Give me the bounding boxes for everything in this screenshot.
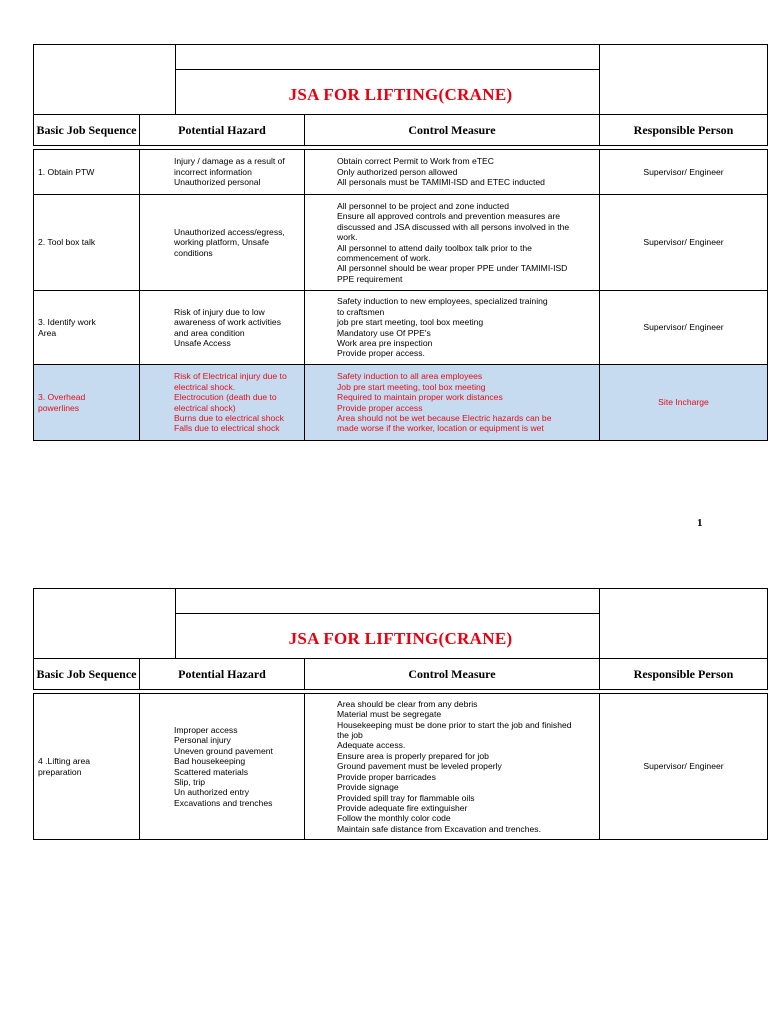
hazard-item: Unauthorized access/egress, xyxy=(174,226,285,237)
col-potential-hazard: Potential Hazard xyxy=(140,115,305,145)
hazard-item: Risk of Electrical injury due to xyxy=(174,371,287,382)
table-row xyxy=(34,150,767,195)
table-header-band xyxy=(33,588,768,658)
table-row xyxy=(34,195,767,291)
col-potential-hazard: Potential Hazard xyxy=(140,659,305,689)
control-measure-list xyxy=(305,150,600,194)
control-measure-item: Provide proper access. xyxy=(337,348,425,359)
hazard-item: Bad housekeeping xyxy=(174,756,246,767)
hazard-item: conditions xyxy=(174,247,213,258)
control-measure-item: Ensure all approved controls and prevention measures are xyxy=(337,211,561,222)
control-measure-item: the job xyxy=(337,730,363,741)
control-measure-item: PPE requirement xyxy=(337,273,403,284)
table-row xyxy=(34,291,767,365)
col-control-measure: Control Measure xyxy=(305,115,600,145)
job-step: 1. Obtain PTW xyxy=(34,150,140,194)
column-headings xyxy=(33,658,768,690)
hazard-item: electrical shock) xyxy=(174,402,236,413)
hazard-item: Injury / damage as a result of xyxy=(174,156,285,167)
hazard-item: Falls due to electrical shock xyxy=(174,423,280,434)
control-measure-item: Adequate access. xyxy=(337,740,406,751)
hazard-item: Un authorized entry xyxy=(174,787,249,798)
jsa-title: JSA FOR LIFTING(CRANE) xyxy=(288,629,513,648)
responsible-person: Supervisor/ Engineer xyxy=(643,237,724,248)
hazard-item: electrical shock. xyxy=(174,381,236,392)
table-rows xyxy=(33,693,768,840)
table-rows xyxy=(33,149,768,441)
control-measure-item: Provide adequate fire extinguisher xyxy=(337,802,468,813)
col-basic-job-sequence: Basic Job Sequence xyxy=(34,115,140,145)
control-measure-item: to craftsmen xyxy=(337,306,385,317)
hazard-item: and area condition xyxy=(174,327,245,338)
col-responsible-person: Responsible Person xyxy=(633,666,734,681)
control-measure-item: Maintain safe distance from Excavation and trenches. xyxy=(337,823,541,834)
hazard-item: Electrocution (death due to xyxy=(174,392,277,403)
control-measure-item: Safety induction to all area employees xyxy=(337,371,483,382)
control-measure-item: Only authorized person allowed xyxy=(337,166,458,177)
hazard-list xyxy=(140,365,305,440)
jsa-title: JSA FOR LIFTING(CRANE) xyxy=(288,85,513,104)
col-responsible-person: Responsible Person xyxy=(633,122,734,137)
control-measure-item: Obtain correct Permit to Work from eTEC xyxy=(337,156,494,167)
control-measure-item: Provide proper barricades xyxy=(337,771,436,782)
responsible-person: Supervisor/ Engineer xyxy=(643,166,724,177)
control-measure-item: work. xyxy=(337,232,358,243)
control-measure-item: Provided spill tray for flammable oils xyxy=(337,792,475,803)
control-measure-item: Ground pavement must be leveled properly xyxy=(337,761,502,772)
control-measure-item: Job pre start meeting, tool box meeting xyxy=(337,381,486,392)
responsible-person: Supervisor/ Engineer xyxy=(643,761,724,772)
hazard-list xyxy=(140,694,305,839)
jsa-table-1 xyxy=(33,44,768,441)
hazard-item: Uneven ground pavement xyxy=(174,745,273,756)
control-measure-item: Mandatory use Of PPE's xyxy=(337,327,431,338)
hazard-list xyxy=(140,195,305,290)
control-measure-item: Provide signage xyxy=(337,782,399,793)
job-step: 2. Tool box talk xyxy=(34,195,140,290)
control-measure-item: All personals must be TAMIMI-ISD and ETEC inducted xyxy=(337,177,545,188)
hazard-item: Excavations and trenches xyxy=(174,797,273,808)
control-measure-item: Work area pre inspection xyxy=(337,337,433,348)
hazard-list xyxy=(140,291,305,364)
control-measure-item: Follow the monthly color code xyxy=(337,813,451,824)
responsible-person: Site Incharge xyxy=(658,397,709,408)
hazard-item: Personal injury xyxy=(174,735,231,746)
hazard-item: Unsafe Access xyxy=(174,337,231,348)
hazard-item: Burns due to electrical shock xyxy=(174,412,284,423)
hazard-item: incorrect information xyxy=(174,166,252,177)
col-basic-job-sequence: Basic Job Sequence xyxy=(34,659,140,689)
column-headings xyxy=(33,114,768,146)
hazard-item: awareness of work activities xyxy=(174,317,281,328)
hazard-item: working platform, Unsafe xyxy=(174,237,270,248)
page-number: 1 xyxy=(697,517,703,529)
table-row xyxy=(34,365,767,440)
control-measure-item: Safety induction to new employees, specialized training xyxy=(337,296,548,307)
hazard-item: Slip, trip xyxy=(174,776,206,787)
control-measure-item: commencement of work. xyxy=(337,252,431,263)
control-measure-item: All personnel to attend daily toolbox talk prior to the xyxy=(337,242,532,253)
control-measure-item: All personnel should be wear proper PPE under TAMIMI-ISD xyxy=(337,263,568,274)
col-control-measure: Control Measure xyxy=(305,659,600,689)
table-header-band xyxy=(33,44,768,114)
control-measure-item: All personnel to be project and zone inducted xyxy=(337,200,509,211)
control-measure-item: Housekeeping must be done prior to start the job and finished xyxy=(337,719,572,730)
hazard-item: Risk of injury due to low xyxy=(174,306,265,317)
control-measure-list xyxy=(305,365,600,440)
control-measure-item: Ensure area is properly prepared for job xyxy=(337,750,489,761)
jsa-table-2 xyxy=(33,588,768,840)
control-measure-list xyxy=(305,195,600,290)
control-measure-item: discussed and JSA discussed with all persons involved in the xyxy=(337,221,570,232)
hazard-item: Improper access xyxy=(174,724,238,735)
control-measure-item: Provide proper access xyxy=(337,402,423,413)
hazard-item: Unauthorized personal xyxy=(174,177,261,188)
control-measure-item: Material must be segregate xyxy=(337,709,442,720)
responsible-person: Supervisor/ Engineer xyxy=(643,322,724,333)
job-step: 4 .Lifting area preparation xyxy=(34,694,140,839)
control-measure-list xyxy=(305,291,600,364)
control-measure-item: Area should be clear from any debris xyxy=(337,698,478,709)
control-measure-item: job pre start meeting, tool box meeting xyxy=(337,317,484,328)
table-row xyxy=(34,694,767,839)
control-measure-item: Required to maintain proper work distances xyxy=(337,392,503,403)
hazard-list xyxy=(140,150,305,194)
control-measure-item: made worse if the worker, location or equipment is wet xyxy=(337,423,544,434)
control-measure-item: Area should not be wet because Electric hazards can be xyxy=(337,412,552,423)
hazard-item: Scattered materials xyxy=(174,766,249,777)
control-measure-list xyxy=(305,694,600,839)
job-step: 3. Overhead powerlines xyxy=(34,365,140,440)
job-step: 3. Identify work Area xyxy=(34,291,140,364)
